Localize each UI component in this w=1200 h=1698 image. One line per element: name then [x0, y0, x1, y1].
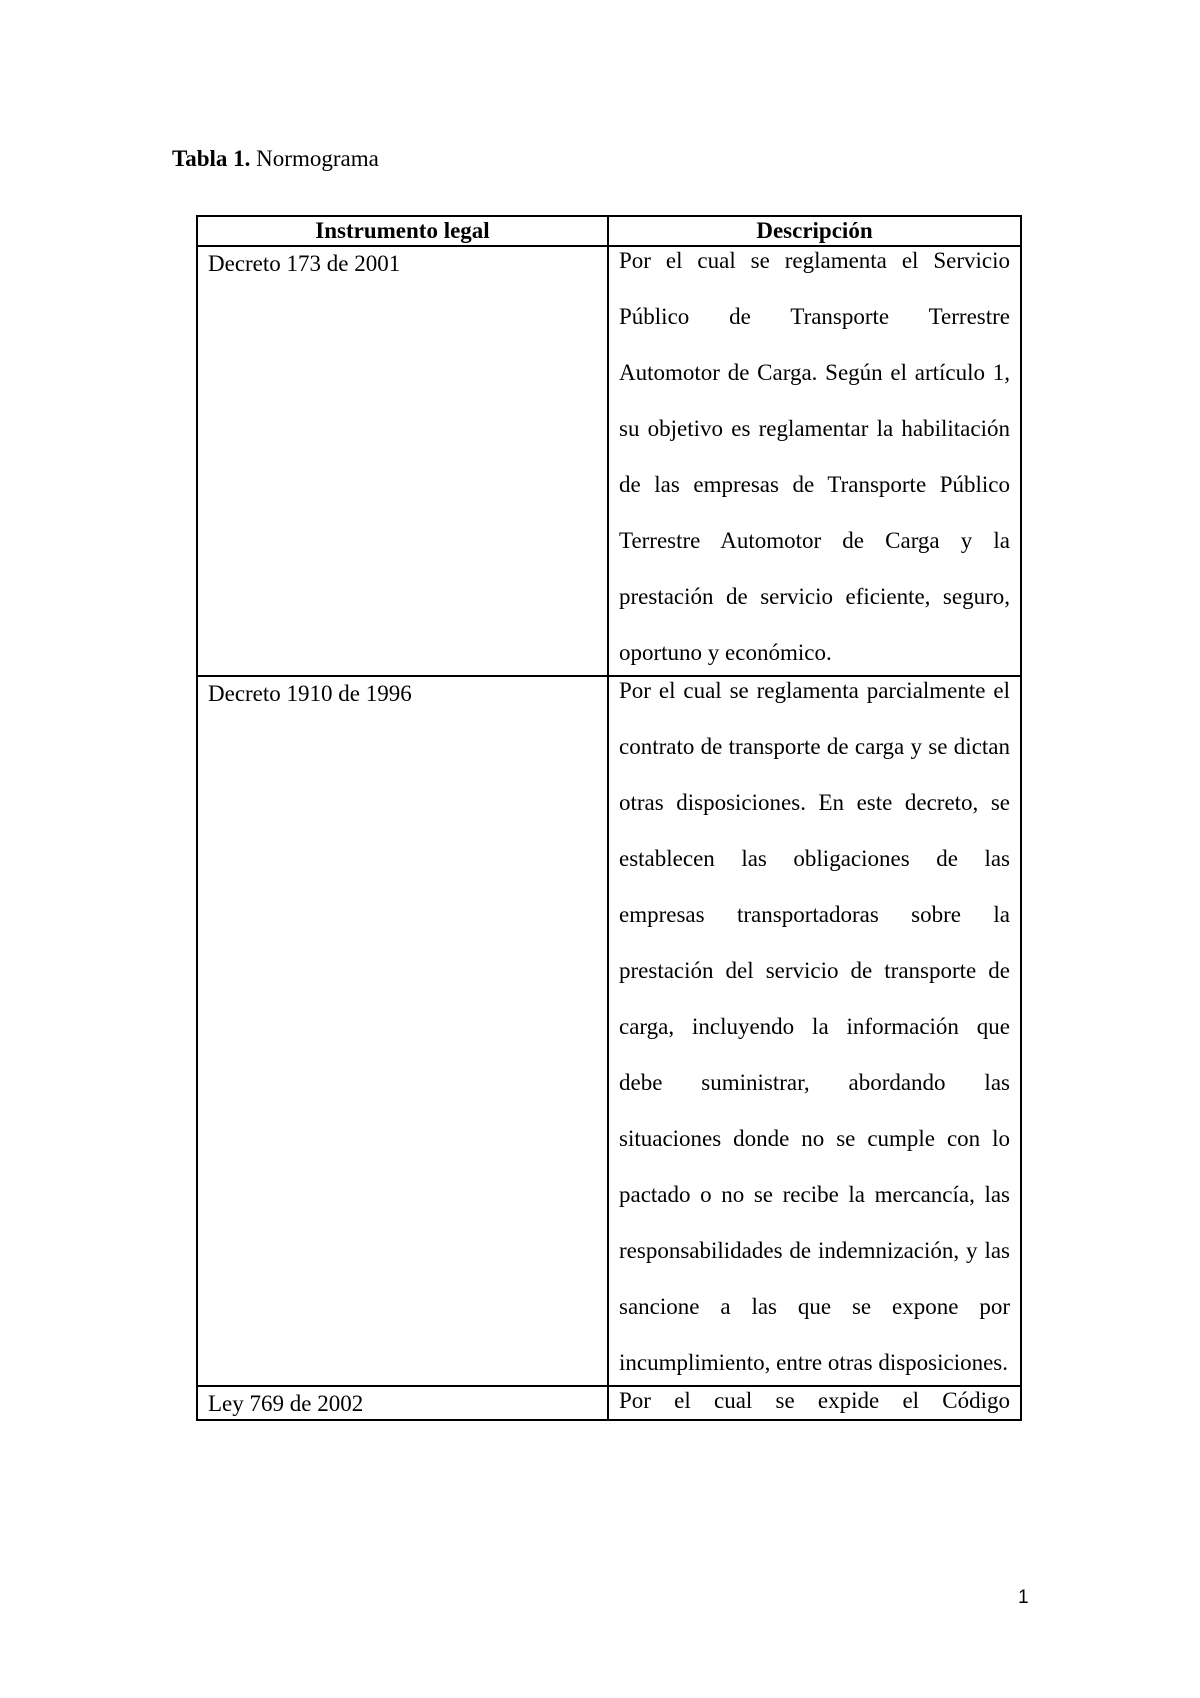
- table-row: [197, 1386, 1021, 1420]
- instrument-cell: Decreto 1910 de 1996: [197, 676, 608, 1386]
- instrument-cell: Decreto 173 de 2001: [197, 246, 608, 676]
- page-number: 1: [1018, 1587, 1029, 1608]
- description-cell: [608, 246, 1021, 676]
- table-caption: [172, 144, 379, 174]
- caption-label: Tabla 1.: [172, 146, 251, 171]
- description-cell: [608, 676, 1021, 1386]
- normograma-table: [196, 215, 1022, 1421]
- description-text: Por el cual se expide el Código: [619, 1388, 1010, 1413]
- description-cell: [608, 1386, 1021, 1420]
- description-text: Por el cual se reglamenta el Servicio Público de Transporte Terrestre Automotor de Carga. Según el artículo 1, su objetivo es reglamentar la habilitación de las empresas de Transporte Público Terrestre Automotor de Carga y la prestación de servicio eficiente, seguro, oportuno y económico.: [619, 248, 1010, 665]
- caption-title: Normograma: [256, 146, 379, 171]
- instrument-cell: Ley 769 de 2002: [197, 1386, 608, 1420]
- header-instrumento-legal: Instrumento legal: [197, 216, 608, 246]
- table-row: [197, 676, 1021, 1386]
- description-text: Por el cual se reglamenta parcialmente el contrato de transporte de carga y se dictan otras disposiciones. En este decreto, se establecen las obligaciones de las empresas transportadoras sobre la prestación del servicio de transporte de carga, incluyendo la información que debe suministrar, abordando las situaciones donde no se cumple con lo pactado o no se recibe la mercancía, las responsabilidades de indemnización, y las sancione a las que se expone por incumplimiento, entre otras disposiciones.: [619, 678, 1010, 1375]
- header-descripcion: Descripción: [608, 216, 1021, 246]
- table-row: [197, 246, 1021, 676]
